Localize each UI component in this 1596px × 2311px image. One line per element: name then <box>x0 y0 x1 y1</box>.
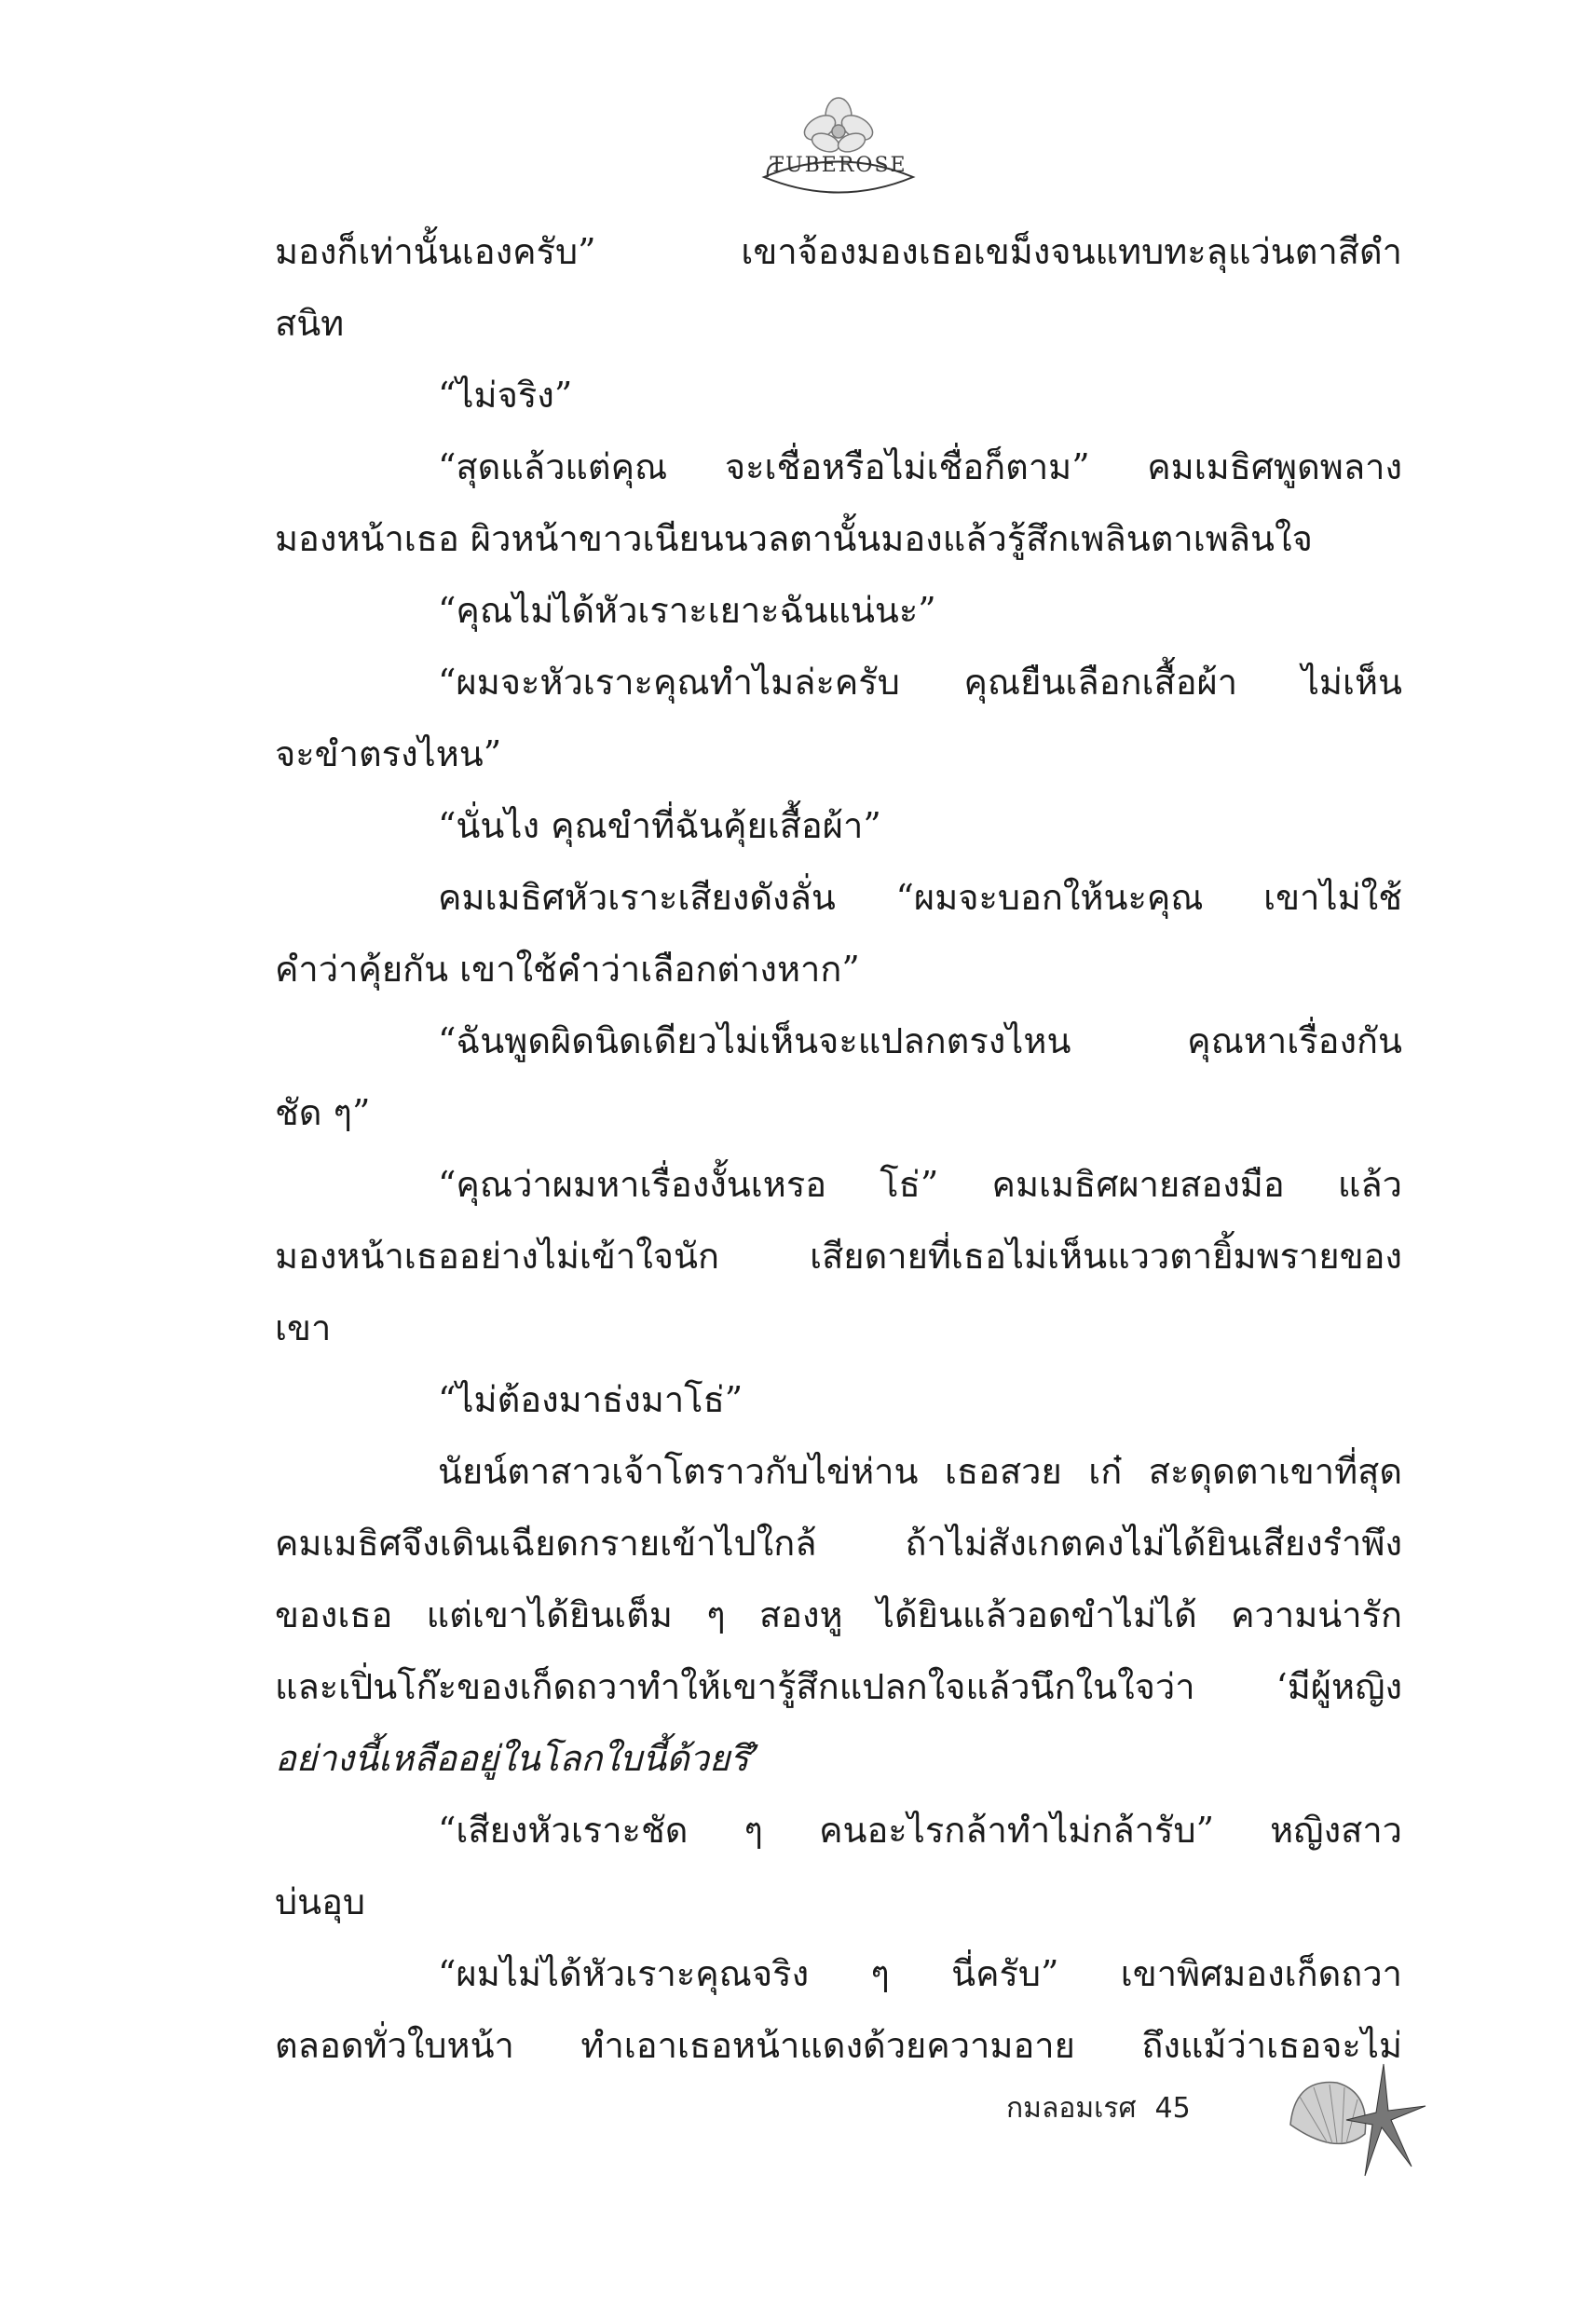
text-line: เขา <box>275 1307 332 1348</box>
text-line: ชัด ๆ” <box>275 1092 371 1133</box>
text-line: “ไม่จริง” <box>438 375 573 416</box>
text-line: อย่างนี้เหลืออยู่ในโลกใบนี้ด้วยรึ’ <box>275 1738 760 1779</box>
text-line: นัยน์ตาสาวเจ้าโตราวกับไข่ห่าน เธอสวย เก๋ สะดุดตาเขาที่สุด <box>438 1451 1402 1492</box>
text-line: “คุณว่าผมหาเรื่องงั้นเหรอ โธ่” คมเมธิศผายสองมือ แล้ว <box>438 1164 1402 1205</box>
text-line: “สุดแล้วแต่คุณ จะเชื่อหรือไม่เชื่อก็ตาม” คมเมธิศพูดพลาง <box>438 446 1402 487</box>
text-line: ตลอดทั่วใบหน้า ทำเอาเธอหน้าแดงด้วยความอาย ถึงแม้ว่าเธอจะไม่ <box>275 2025 1402 2066</box>
text-line: บ่นอุบ <box>275 1881 366 1922</box>
text-line: “ผมไม่ได้หัวเราะคุณจริง ๆ นี่ครับ” เขาพิศมองเก็ดถวา <box>438 1953 1402 1994</box>
text-line: มองก็เท่านั้นเองครับ” เขาจ้องมองเธอเขม็งจนแทบทะลุแว่นตาสีดำ <box>275 231 1402 272</box>
text-line: คำว่าคุ้ยกัน เขาใช้คำว่าเลือกต่างหาก” <box>275 949 860 990</box>
seashell-starfish-icon <box>1281 2055 1430 2185</box>
text-line: ของเธอ แต่เขาได้ยินเต็ม ๆ สองหู ได้ยินแล้วอดขำไม่ได้ ความน่ารัก <box>275 1594 1402 1635</box>
page-body <box>275 216 1402 2082</box>
text-line: คมเมธิศจึงเดินเฉียดกรายเข้าไปใกล้ ถ้าไม่สังเกตคงไม่ได้ยินเสียงรำพึง <box>275 1523 1402 1564</box>
page-footer <box>1006 2080 1191 2136</box>
logo-text: TUBEROSE <box>770 154 907 177</box>
text-line: “ผมจะหัวเราะคุณทำไมล่ะครับ คุณยืนเลือกเสื้อผ้า ไม่เห็น <box>438 662 1402 703</box>
text-line: “นั่นไง คุณขำที่ฉันคุ้ยเสื้อผ้า” <box>438 805 881 846</box>
text-line: จะขำตรงไหน” <box>275 733 502 774</box>
text-line: “ไม่ต้องมาธ่งมาโธ่” <box>438 1379 743 1420</box>
tuberose-flower-icon <box>745 89 932 210</box>
text-line: และเปิ่นโก๊ะของเก็ดถวาทำให้เขารู้สึกแปลกใจแล้วนึกในใจว่า ‘มีผู้หญิง <box>275 1666 1402 1707</box>
footer-author: กมลอมเรศ <box>1006 2091 1137 2125</box>
text-line: คมเมธิศหัวเราะเสียงดังลั่น “ผมจะบอกให้นะคุณ เขาไม่ใช้ <box>438 877 1402 918</box>
tuberose-logo <box>745 89 932 210</box>
page-number: 45 <box>1154 2091 1191 2125</box>
text-line: มองหน้าเธอ ผิวหน้าขาวเนียนนวลตานั้นมองแล้วรู้สึกเพลินตาเพลินใจ <box>275 518 1313 559</box>
text-line: “ฉันพูดผิดนิดเดียวไม่เห็นจะแปลกตรงไหน คุณหาเรื่องกัน <box>438 1020 1402 1061</box>
text-line: “เสียงหัวเราะชัด ๆ คนอะไรกล้าทำไม่กล้ารับ” หญิงสาว <box>438 1810 1402 1851</box>
text-line: สนิท <box>275 303 345 344</box>
text-line: “คุณไม่ได้หัวเราะเยาะฉันแน่นะ” <box>438 590 936 631</box>
text-line: มองหน้าเธออย่างไม่เข้าใจนัก เสียดายที่เธอไม่เห็นแววตายิ้มพรายของ <box>275 1236 1402 1277</box>
